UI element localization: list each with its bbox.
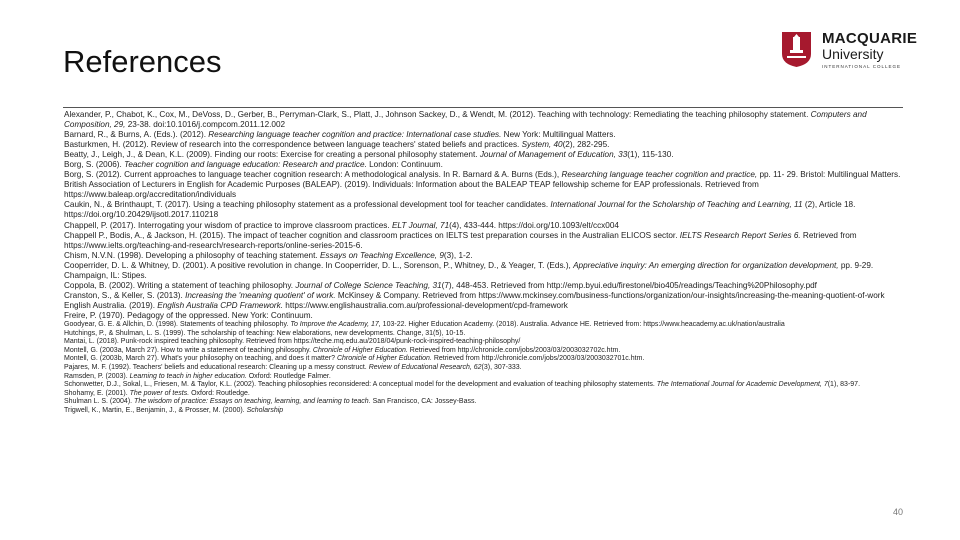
reference-details: (3), 307-333.: [481, 363, 522, 371]
reference-source-title: English Australia CPD Framework.: [157, 300, 284, 310]
reference-entry: [64, 281, 906, 291]
reference-source-title: Learning to teach in higher education.: [129, 372, 247, 380]
reference-entry: [64, 221, 906, 231]
reference-source-title: International Journal for the Scholarship of Teaching and Learning, 11: [550, 200, 803, 210]
reference-entry: [64, 381, 906, 390]
reference-text: British Association of Lecturers in English for Academic Purposes (BALEAP). (2019). Individuals: Information about the BALEAP TEAP fellowship scheme for EAP professionals. Retrieved from https://www.baleap.org/accreditation/individuals: [64, 180, 759, 200]
reference-entry: [64, 330, 906, 339]
reference-entry: [64, 140, 906, 150]
reference-details: https://www.englishaustralia.com.au/professional-development/cpd-framework: [283, 300, 568, 310]
reference-text: Schonwetter, D.J., Sokal, L., Friesen, M. & Taylor, K.L. (2002). Teaching philosophies reconsidered: A conceptual model for the development and evaluation of teaching philosophy statements.: [64, 381, 657, 389]
reference-details: 103-22. Higher Education Academy. (2018). Australia. Advance HE. Retrieved from: https://www.heacademy.ac.uk/nation/australia: [380, 320, 785, 328]
reference-text: Pajares, M. F. (1992). Teachers' beliefs and educational research: Cleaning up a messy construct.: [64, 363, 369, 371]
reference-text: Cooperrider, D. L. & Whitney, D. (2001). A positive revolution in change. In Cooperrider, D. L., Sorenson, P., Whitney, D., & Yeager, T. (Eds.),: [64, 260, 574, 270]
reference-entry: [64, 347, 906, 356]
reference-text: English Australia. (2019).: [64, 300, 158, 310]
reference-text: Coppola, B. (2002). Writing a statement of teaching philosophy.: [64, 280, 296, 290]
reference-text: Caukin, N., & Brinthaupt, T. (2017). Using a teaching philosophy statement as a professional development tool for teacher candidates.: [64, 200, 551, 210]
reference-details: Retrieved from http://chronicle.com/jobs/2003/03/2003032701c.htm.: [431, 355, 645, 363]
reference-entry: [64, 231, 906, 251]
reference-details: McKinsey & Company. Retrieved from https://www.mckinsey.com/business-functions/organization/our-insights/increasing-the-meaning-quotient-of-work: [335, 290, 885, 300]
reference-text: Goodyear, G. E. & Allchin, D. (1998). Statements of teaching philosophy.: [64, 320, 291, 328]
reference-text: Basturkmen, H. (2012). Review of research into the correspondence between language teachers' stated beliefs and practices.: [64, 140, 522, 150]
reference-entry: [64, 301, 906, 311]
reference-text: Ramsden, P. (2003).: [64, 372, 130, 380]
reference-details: 23-38. doi:10.1016/j.compcom.2011.12.002: [125, 120, 286, 130]
reference-text: Hutchings, P., & Shulman, L. S. (1999). The scholarship of teaching: New elaborations, new developments. Change, 31(5), 10-15.: [64, 329, 466, 337]
reference-entry: [64, 407, 906, 416]
university-seal-icon: [780, 30, 813, 68]
reference-source-title: Chronicle of Higher Education.: [336, 355, 432, 363]
reference-details: Retrieved from https://www.ielts.org/teaching-and-research/research-reports/online-series-2015-6.: [64, 230, 857, 250]
reference-source-title: Teacher cognition and language education: Research and practice.: [124, 160, 367, 170]
reference-text: Cranston, S., & Keller, S. (2013).: [64, 290, 186, 300]
reference-source-title: Computers and Composition, 29,: [64, 110, 867, 130]
reference-source-title: The wisdom of practice: Essays on teaching, learning, and learning to teach.: [134, 398, 371, 406]
reference-entry: [64, 364, 906, 373]
reference-source-title: To Improve the Academy, 17,: [290, 320, 381, 328]
reference-text: Montell, G. (2003a, March 27). How to write a statement of teaching philosophy.: [64, 346, 313, 354]
reference-entry: [64, 321, 906, 330]
reference-text: Chappell, P. (2017). Interrogating your wisdom of practice to improve classroom practices.: [64, 220, 392, 230]
page-number: 40: [893, 507, 904, 517]
reference-text: Alexander, P., Chabot, K., Cox, M., DeVoss, D., Gerber, B., Perryman-Clark, S., Platt, J., Johnson Sackey, D., & Wendt, M. (2012). Teaching with technology: Remediating the teaching philosophy statement.: [64, 110, 811, 119]
reference-source-title: Review of Educational Research, 62: [368, 363, 482, 371]
reference-text: Montell, G. (2003b, March 27). What's your philosophy on teaching, and does it matter?: [64, 355, 337, 363]
reference-details: (7), 448-453. Retrieved from http://emp.byui.edu/firestonel/bio405/readings/Teaching%20Philosophy.pdf: [441, 280, 817, 290]
reference-source-title: Journal of Management of Education, 33: [479, 150, 628, 160]
reference-details: London: Continuum.: [366, 160, 443, 170]
reference-text: Barnard, R., & Burns, A. (Eds.). (2012).: [64, 130, 209, 140]
reference-details: (1), 83-97.: [827, 381, 861, 389]
reference-entry: [64, 180, 906, 200]
reference-details: Oxford: Routledge Falmer.: [246, 372, 331, 380]
macquarie-logo: [780, 30, 918, 70]
reference-entry: [64, 398, 906, 407]
reference-source-title: Researching language teacher cognition and practice,: [561, 170, 758, 180]
reference-text: Borg, S. (2012). Current approaches to language teacher cognition research: A methodological analysis. In R. Barnard & A. Burns (Eds.),: [64, 170, 562, 180]
reference-source-title: Essays on Teaching Excellence, 9: [319, 250, 444, 260]
reference-source-title: Chronicle of Higher Education.: [312, 346, 408, 354]
reference-source-title: System, 40: [521, 140, 563, 150]
reference-source-title: ELT Journal, 71: [391, 220, 450, 230]
reference-entry: [64, 261, 906, 281]
reference-source-title: Increasing the 'meaning quotient' of work.: [185, 290, 336, 300]
logo-university: University: [822, 46, 884, 62]
reference-source-title: The power of tests.: [129, 389, 190, 397]
reference-entry: [64, 373, 906, 382]
reference-source-title: Researching language teacher cognition and practice: International case studies.: [208, 130, 502, 140]
reference-text: Beatty, J., Leigh, J., & Dean, K.L. (2009). Finding our roots: Exercise for creating a personal philosophy statement.: [64, 150, 480, 160]
reference-entry: [64, 338, 906, 347]
reference-entry: [64, 355, 906, 364]
reference-entry: [64, 150, 906, 160]
reference-source-title: IELTS Research Report Series 6.: [679, 230, 801, 240]
title-divider: [63, 107, 903, 108]
reference-details: (3), 1-2.: [443, 250, 473, 260]
reference-details: Retrieved from http://chronicle.com/jobs/2003/03/2003032702c.htm.: [407, 346, 621, 354]
reference-text: Mantai, L. (2018). Punk-rock inspired teaching philosophy. Retrieved from https://teche.mq.edu.au/2018/04/punk-rock-inspired-teaching-philosophy/: [64, 338, 521, 346]
reference-entry: [64, 311, 906, 321]
reference-text: Trigwell, K., Martin, E., Benjamin, J., & Prosser, M. (2000).: [64, 406, 247, 414]
reference-details: pp. 11- 29. Bristol: Multilingual Matters.: [757, 170, 901, 180]
reference-details: (2), 282-295.: [562, 140, 610, 150]
reference-text: Shulman L. S. (2004).: [64, 398, 135, 406]
reference-source-title: The International Journal for Academic Development, 7: [656, 381, 828, 389]
reference-source-title: Journal of College Science Teaching, 31: [295, 280, 442, 290]
reference-text: Borg, S. (2006).: [64, 160, 125, 170]
reference-details: pp. 9-29. Champaign, IL: Stipes.: [64, 260, 874, 280]
reference-entry: [64, 130, 906, 140]
page-title: References: [63, 44, 222, 79]
reference-details: (1), 115-130.: [627, 150, 674, 160]
reference-entry: [64, 291, 906, 301]
reference-list: [64, 110, 906, 416]
logo-college: INTERNATIONAL COLLEGE: [822, 64, 902, 69]
reference-entry: [64, 390, 906, 399]
reference-details: (2), Article 18. https://doi.org/10.20429/ijsotl.2017.110218: [64, 200, 856, 220]
reference-entry: [64, 251, 906, 261]
reference-text: Chism, N.V.N. (1998). Developing a philosophy of teaching statement.: [64, 250, 320, 260]
reference-source-title: Appreciative inquiry: An emerging direction for organization development,: [573, 260, 839, 270]
reference-text: Shohamy, E. (2001).: [64, 389, 130, 397]
reference-entry: [64, 170, 906, 180]
reference-text: Freire, P. (1970). Pedagogy of the oppressed. New York: Continuum.: [64, 310, 313, 320]
reference-text: Chappell P., Bodis, A., & Jackson, H. (2015). The impact of teacher cognition and classroom practices on IELTS test preparation courses in the Australian ELICOS sector.: [64, 230, 680, 240]
reference-details: New York: Multilingual Matters.: [501, 130, 616, 140]
reference-details: Oxford: Routledge.: [189, 389, 250, 397]
reference-source-title: Scholarship: [246, 406, 284, 414]
reference-details: San Francisco, CA: Jossey-Bass.: [370, 398, 477, 406]
logo-wordmark: MACQUARIE: [822, 30, 918, 47]
reference-entry: [64, 200, 906, 220]
reference-entry: [64, 110, 906, 130]
reference-entry: [64, 160, 906, 170]
reference-details: (4), 433-444. https://doi.org/10.1093/elt/ccx004: [449, 220, 619, 230]
